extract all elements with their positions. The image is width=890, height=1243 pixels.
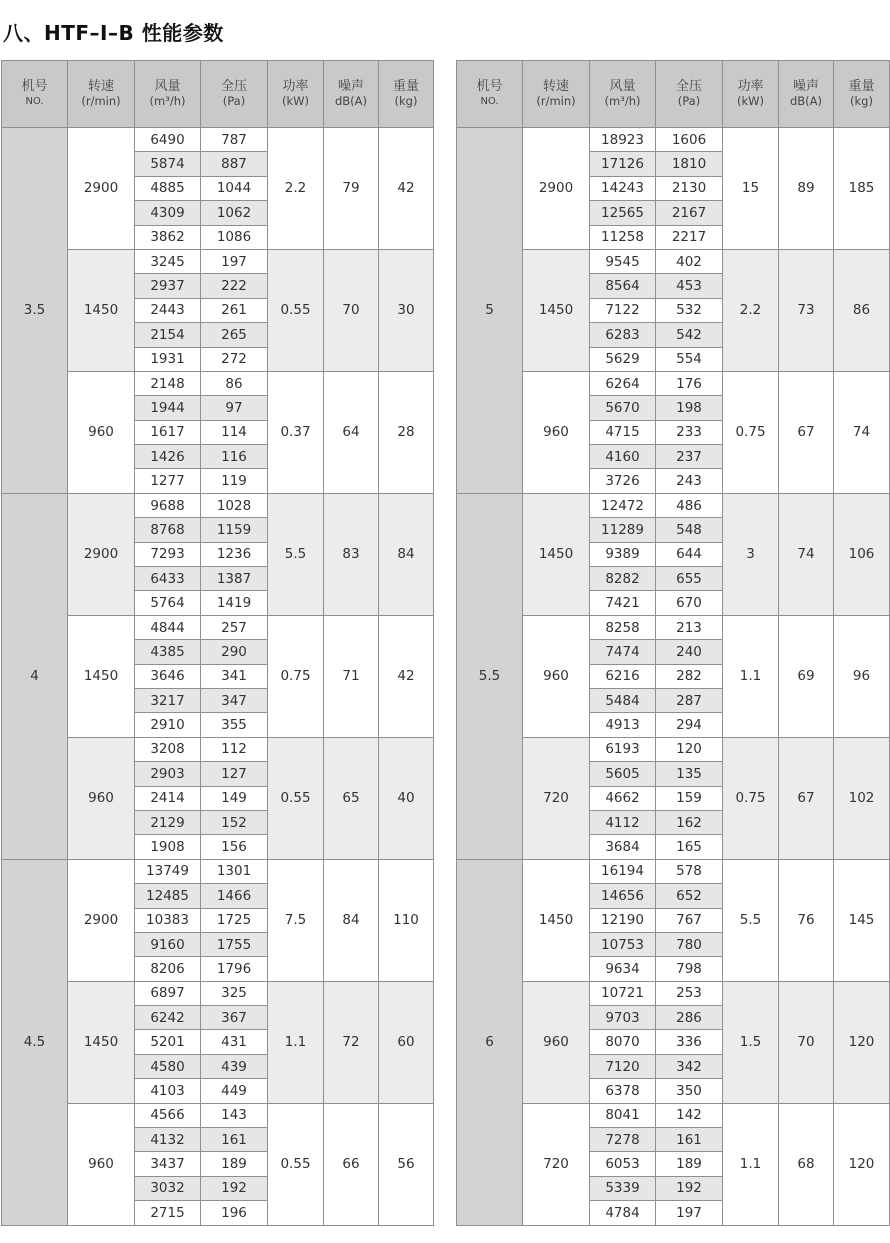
pressure-cell: 655 [656, 567, 723, 591]
flow-cell: 12190 [590, 908, 656, 932]
flow-cell: 9545 [590, 249, 656, 273]
speed-cell: 960 [523, 371, 590, 493]
speed-cell: 1450 [68, 615, 135, 737]
power-cell: 0.75 [723, 371, 779, 493]
flow-cell: 3684 [590, 835, 656, 859]
speed-cell: 1450 [523, 859, 590, 981]
noise-cell: 73 [779, 249, 834, 371]
noise-cell: 64 [324, 371, 379, 493]
pressure-cell: 261 [201, 298, 268, 322]
pressure-cell: 355 [201, 713, 268, 737]
noise-cell: 71 [324, 615, 379, 737]
pressure-cell: 237 [656, 445, 723, 469]
pressure-cell: 272 [201, 347, 268, 371]
table-row [2, 859, 434, 883]
speed-cell: 2900 [68, 859, 135, 981]
power-cell: 3 [723, 493, 779, 615]
pressure-cell: 286 [656, 1006, 723, 1030]
pressure-cell: 542 [656, 323, 723, 347]
weight-cell: 120 [834, 981, 890, 1103]
table-row [457, 128, 890, 152]
pressure-cell: 222 [201, 274, 268, 298]
header-flow: 风量 (m³/h) [590, 61, 656, 128]
flow-cell: 1426 [135, 445, 201, 469]
speed-cell: 720 [523, 1103, 590, 1225]
speed-cell: 1450 [523, 249, 590, 371]
pressure-cell: 1725 [201, 908, 268, 932]
speed-cell: 960 [68, 1103, 135, 1225]
flow-cell: 2148 [135, 371, 201, 395]
flow-cell: 4160 [590, 445, 656, 469]
pressure-cell: 287 [656, 688, 723, 712]
table-body [2, 128, 434, 1226]
flow-cell: 3217 [135, 688, 201, 712]
flow-cell: 12485 [135, 884, 201, 908]
power-cell: 0.55 [268, 737, 324, 859]
pressure-cell: 189 [201, 1152, 268, 1176]
power-cell: 0.55 [268, 1103, 324, 1225]
pressure-cell: 143 [201, 1103, 268, 1127]
pressure-cell: 1810 [656, 152, 723, 176]
flow-cell: 2910 [135, 713, 201, 737]
weight-cell: 84 [379, 493, 434, 615]
pressure-cell: 198 [656, 396, 723, 420]
noise-cell: 70 [324, 249, 379, 371]
pressure-cell: 652 [656, 884, 723, 908]
flow-cell: 1617 [135, 420, 201, 444]
pressure-cell: 1028 [201, 493, 268, 517]
flow-cell: 1931 [135, 347, 201, 371]
flow-cell: 4885 [135, 176, 201, 200]
power-cell: 0.75 [723, 737, 779, 859]
pressure-cell: 165 [656, 835, 723, 859]
performance-table-right [456, 60, 890, 1226]
flow-cell: 1908 [135, 835, 201, 859]
pressure-cell: 114 [201, 420, 268, 444]
flow-cell: 6897 [135, 981, 201, 1005]
flow-cell: 8564 [590, 274, 656, 298]
header-no: 机号 NO. [2, 61, 68, 128]
pressure-cell: 453 [656, 274, 723, 298]
model-number-cell: 5.5 [457, 493, 523, 859]
weight-cell: 40 [379, 737, 434, 859]
pressure-cell: 119 [201, 469, 268, 493]
table-row [2, 128, 434, 152]
pressure-cell: 578 [656, 859, 723, 883]
model-number-cell: 5 [457, 128, 523, 494]
pressure-cell: 1387 [201, 567, 268, 591]
flow-cell: 6053 [590, 1152, 656, 1176]
flow-cell: 9634 [590, 957, 656, 981]
pressure-cell: 192 [656, 1176, 723, 1200]
flow-cell: 7474 [590, 640, 656, 664]
pressure-cell: 290 [201, 640, 268, 664]
speed-cell: 960 [68, 737, 135, 859]
model-number-cell: 3.5 [2, 128, 68, 494]
model-number-cell: 4 [2, 493, 68, 859]
flow-cell: 8282 [590, 567, 656, 591]
pressure-cell: 767 [656, 908, 723, 932]
flow-cell: 8768 [135, 518, 201, 542]
pressure-cell: 257 [201, 615, 268, 639]
header-row [457, 61, 890, 128]
table-body [457, 128, 890, 1226]
flow-cell: 2129 [135, 810, 201, 834]
flow-cell: 4132 [135, 1128, 201, 1152]
pressure-cell: 431 [201, 1030, 268, 1054]
pressure-cell: 243 [656, 469, 723, 493]
table-row [457, 493, 890, 517]
pressure-cell: 780 [656, 932, 723, 956]
flow-cell: 5629 [590, 347, 656, 371]
weight-cell: 86 [834, 249, 890, 371]
flow-cell: 8206 [135, 957, 201, 981]
pressure-cell: 197 [656, 1201, 723, 1225]
flow-cell: 3437 [135, 1152, 201, 1176]
pressure-cell: 486 [656, 493, 723, 517]
weight-cell: 42 [379, 128, 434, 250]
flow-cell: 2715 [135, 1201, 201, 1225]
noise-cell: 76 [779, 859, 834, 981]
flow-cell: 5764 [135, 591, 201, 615]
weight-cell: 96 [834, 615, 890, 737]
header-noise: 噪声 dB(A) [779, 61, 834, 128]
pressure-cell: 325 [201, 981, 268, 1005]
flow-cell: 3646 [135, 664, 201, 688]
flow-cell: 9688 [135, 493, 201, 517]
noise-cell: 67 [779, 371, 834, 493]
flow-cell: 6490 [135, 128, 201, 152]
pressure-cell: 1044 [201, 176, 268, 200]
noise-cell: 69 [779, 615, 834, 737]
flow-cell: 6216 [590, 664, 656, 688]
noise-cell: 66 [324, 1103, 379, 1225]
speed-cell: 960 [523, 981, 590, 1103]
flow-cell: 9703 [590, 1006, 656, 1030]
flow-cell: 11289 [590, 518, 656, 542]
flow-cell: 13749 [135, 859, 201, 883]
power-cell: 0.55 [268, 249, 324, 371]
flow-cell: 3032 [135, 1176, 201, 1200]
weight-cell: 110 [379, 859, 434, 981]
flow-cell: 11258 [590, 225, 656, 249]
pressure-cell: 197 [201, 249, 268, 273]
pressure-cell: 1606 [656, 128, 723, 152]
header-pressure: 全压 (Pa) [656, 61, 723, 128]
weight-cell: 185 [834, 128, 890, 250]
pressure-cell: 159 [656, 786, 723, 810]
power-cell: 1.1 [268, 981, 324, 1103]
power-cell: 0.37 [268, 371, 324, 493]
noise-cell: 89 [779, 128, 834, 250]
flow-cell: 8258 [590, 615, 656, 639]
flow-cell: 7122 [590, 298, 656, 322]
speed-cell: 2900 [68, 128, 135, 250]
weight-cell: 74 [834, 371, 890, 493]
pressure-cell: 152 [201, 810, 268, 834]
noise-cell: 84 [324, 859, 379, 981]
model-number-cell: 4.5 [2, 859, 68, 1225]
weight-cell: 106 [834, 493, 890, 615]
pressure-cell: 156 [201, 835, 268, 859]
flow-cell: 3245 [135, 249, 201, 273]
power-cell: 1.1 [723, 615, 779, 737]
pressure-cell: 1062 [201, 201, 268, 225]
flow-cell: 5339 [590, 1176, 656, 1200]
flow-cell: 1944 [135, 396, 201, 420]
flow-cell: 2154 [135, 323, 201, 347]
pressure-cell: 142 [656, 1103, 723, 1127]
header-noise: 噪声 dB(A) [324, 61, 379, 128]
pressure-cell: 162 [656, 810, 723, 834]
flow-cell: 5605 [590, 762, 656, 786]
power-cell: 7.5 [268, 859, 324, 981]
pressure-cell: 116 [201, 445, 268, 469]
pressure-cell: 233 [656, 420, 723, 444]
performance-table-left [1, 60, 434, 1226]
power-cell: 0.75 [268, 615, 324, 737]
power-cell: 5.5 [723, 859, 779, 981]
weight-cell: 30 [379, 249, 434, 371]
pressure-cell: 86 [201, 371, 268, 395]
noise-cell: 68 [779, 1103, 834, 1225]
page-title: 八、HTF–Ⅰ–B 性能参数 [3, 21, 224, 45]
power-cell: 1.5 [723, 981, 779, 1103]
flow-cell: 18923 [590, 128, 656, 152]
weight-cell: 28 [379, 371, 434, 493]
model-number-cell: 6 [457, 859, 523, 1225]
pressure-cell: 120 [656, 737, 723, 761]
pressure-cell: 367 [201, 1006, 268, 1030]
flow-cell: 5484 [590, 688, 656, 712]
weight-cell: 120 [834, 1103, 890, 1225]
flow-cell: 12565 [590, 201, 656, 225]
header-row [2, 61, 434, 128]
flow-cell: 6378 [590, 1079, 656, 1103]
header-speed: 转速 (r/min) [523, 61, 590, 128]
pressure-cell: 1236 [201, 542, 268, 566]
speed-cell: 1450 [68, 981, 135, 1103]
pressure-cell: 449 [201, 1079, 268, 1103]
pressure-cell: 112 [201, 737, 268, 761]
flow-cell: 5670 [590, 396, 656, 420]
noise-cell: 83 [324, 493, 379, 615]
header-power: 功率 (kW) [723, 61, 779, 128]
flow-cell: 10721 [590, 981, 656, 1005]
weight-cell: 145 [834, 859, 890, 981]
pressure-cell: 192 [201, 1176, 268, 1200]
header-pressure: 全压 (Pa) [201, 61, 268, 128]
noise-cell: 70 [779, 981, 834, 1103]
pressure-cell: 127 [201, 762, 268, 786]
pressure-cell: 1086 [201, 225, 268, 249]
flow-cell: 4913 [590, 713, 656, 737]
pressure-cell: 670 [656, 591, 723, 615]
flow-cell: 6283 [590, 323, 656, 347]
pressure-cell: 402 [656, 249, 723, 273]
pressure-cell: 240 [656, 640, 723, 664]
flow-cell: 4580 [135, 1054, 201, 1078]
flow-cell: 7120 [590, 1054, 656, 1078]
flow-cell: 8041 [590, 1103, 656, 1127]
noise-cell: 79 [324, 128, 379, 250]
power-cell: 1.1 [723, 1103, 779, 1225]
pressure-cell: 350 [656, 1079, 723, 1103]
pressure-cell: 341 [201, 664, 268, 688]
flow-cell: 2414 [135, 786, 201, 810]
pressure-cell: 176 [656, 371, 723, 395]
flow-cell: 4112 [590, 810, 656, 834]
speed-cell: 2900 [68, 493, 135, 615]
pressure-cell: 336 [656, 1030, 723, 1054]
pressure-cell: 161 [656, 1128, 723, 1152]
flow-cell: 7421 [590, 591, 656, 615]
header-weight: 重量 (kg) [834, 61, 890, 128]
noise-cell: 65 [324, 737, 379, 859]
pressure-cell: 554 [656, 347, 723, 371]
flow-cell: 3862 [135, 225, 201, 249]
flow-cell: 14243 [590, 176, 656, 200]
pressure-cell: 2130 [656, 176, 723, 200]
noise-cell: 74 [779, 493, 834, 615]
pressure-cell: 135 [656, 762, 723, 786]
flow-cell: 4566 [135, 1103, 201, 1127]
pressure-cell: 189 [656, 1152, 723, 1176]
pressure-cell: 161 [201, 1128, 268, 1152]
pressure-cell: 213 [656, 615, 723, 639]
pressure-cell: 644 [656, 542, 723, 566]
pressure-cell: 97 [201, 396, 268, 420]
flow-cell: 4385 [135, 640, 201, 664]
flow-cell: 10753 [590, 932, 656, 956]
power-cell: 15 [723, 128, 779, 250]
noise-cell: 67 [779, 737, 834, 859]
flow-cell: 4844 [135, 615, 201, 639]
pressure-cell: 2217 [656, 225, 723, 249]
pressure-cell: 265 [201, 323, 268, 347]
header-speed: 转速 (r/min) [68, 61, 135, 128]
flow-cell: 5874 [135, 152, 201, 176]
pressure-cell: 798 [656, 957, 723, 981]
flow-cell: 7293 [135, 542, 201, 566]
pressure-cell: 253 [656, 981, 723, 1005]
table-row [457, 859, 890, 883]
pressure-cell: 439 [201, 1054, 268, 1078]
flow-cell: 3208 [135, 737, 201, 761]
pressure-cell: 282 [656, 664, 723, 688]
speed-cell: 2900 [523, 128, 590, 250]
flow-cell: 5201 [135, 1030, 201, 1054]
speed-cell: 960 [68, 371, 135, 493]
speed-cell: 1450 [523, 493, 590, 615]
flow-cell: 4103 [135, 1079, 201, 1103]
flow-cell: 2443 [135, 298, 201, 322]
flow-cell: 8070 [590, 1030, 656, 1054]
flow-cell: 2937 [135, 274, 201, 298]
table-row [2, 493, 434, 517]
pressure-cell: 1755 [201, 932, 268, 956]
power-cell: 5.5 [268, 493, 324, 615]
flow-cell: 6264 [590, 371, 656, 395]
flow-cell: 6433 [135, 567, 201, 591]
flow-cell: 14656 [590, 884, 656, 908]
flow-cell: 4309 [135, 201, 201, 225]
noise-cell: 72 [324, 981, 379, 1103]
pressure-cell: 1796 [201, 957, 268, 981]
power-cell: 2.2 [268, 128, 324, 250]
flow-cell: 10383 [135, 908, 201, 932]
pressure-cell: 342 [656, 1054, 723, 1078]
flow-cell: 6242 [135, 1006, 201, 1030]
pressure-cell: 532 [656, 298, 723, 322]
flow-cell: 9160 [135, 932, 201, 956]
flow-cell: 4784 [590, 1201, 656, 1225]
header-no: 机号 NO. [457, 61, 523, 128]
header-flow: 风量 (m³/h) [135, 61, 201, 128]
pressure-cell: 548 [656, 518, 723, 542]
weight-cell: 60 [379, 981, 434, 1103]
flow-cell: 3726 [590, 469, 656, 493]
pressure-cell: 149 [201, 786, 268, 810]
weight-cell: 42 [379, 615, 434, 737]
flow-cell: 16194 [590, 859, 656, 883]
header-weight: 重量 (kg) [379, 61, 434, 128]
flow-cell: 6193 [590, 737, 656, 761]
pressure-cell: 1419 [201, 591, 268, 615]
flow-cell: 2903 [135, 762, 201, 786]
speed-cell: 720 [523, 737, 590, 859]
flow-cell: 9389 [590, 542, 656, 566]
flow-cell: 4715 [590, 420, 656, 444]
pressure-cell: 347 [201, 688, 268, 712]
pressure-cell: 1159 [201, 518, 268, 542]
flow-cell: 4662 [590, 786, 656, 810]
flow-cell: 1277 [135, 469, 201, 493]
pressure-cell: 2167 [656, 201, 723, 225]
weight-cell: 102 [834, 737, 890, 859]
weight-cell: 56 [379, 1103, 434, 1225]
pressure-cell: 887 [201, 152, 268, 176]
pressure-cell: 196 [201, 1201, 268, 1225]
flow-cell: 17126 [590, 152, 656, 176]
pressure-cell: 1301 [201, 859, 268, 883]
flow-cell: 12472 [590, 493, 656, 517]
speed-cell: 1450 [68, 249, 135, 371]
power-cell: 2.2 [723, 249, 779, 371]
pressure-cell: 787 [201, 128, 268, 152]
flow-cell: 7278 [590, 1128, 656, 1152]
pressure-cell: 294 [656, 713, 723, 737]
speed-cell: 960 [523, 615, 590, 737]
header-power: 功率 (kW) [268, 61, 324, 128]
pressure-cell: 1466 [201, 884, 268, 908]
